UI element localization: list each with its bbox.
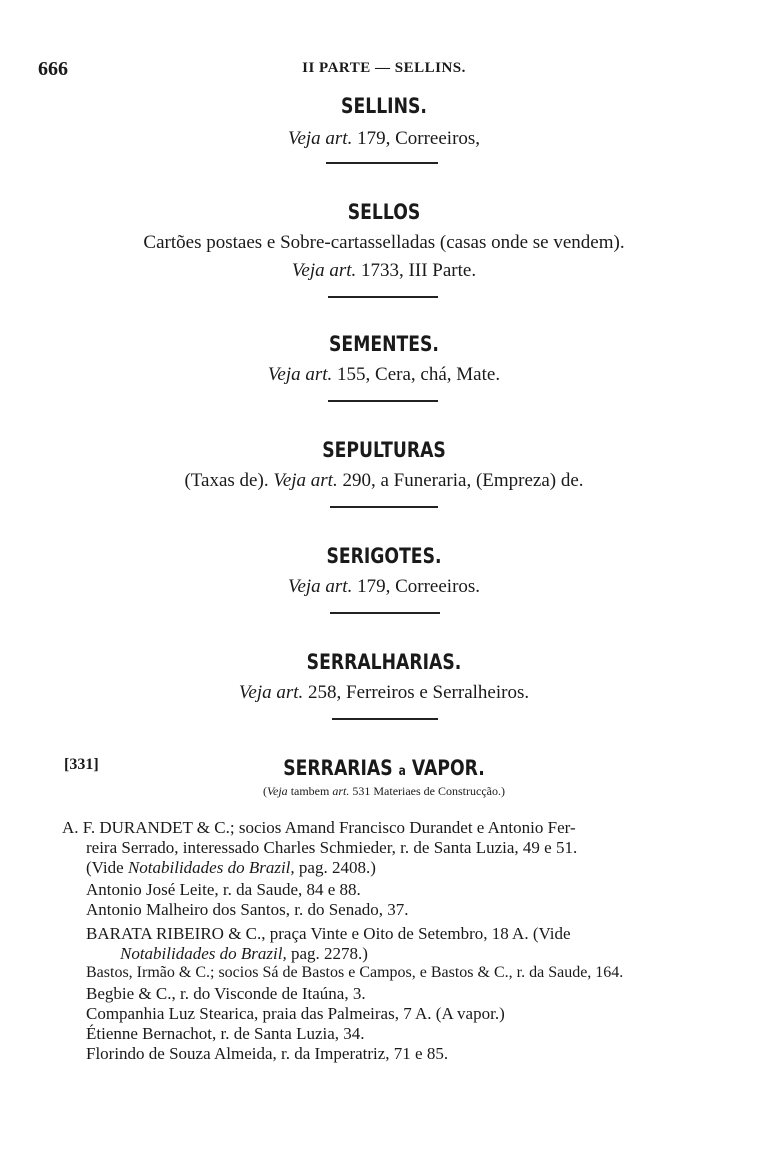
section-title-sementes: SEMENTES. [329, 332, 439, 356]
section-divider [328, 400, 438, 402]
section-divider [330, 612, 440, 614]
section-title-serralharias: SERRALHARIAS. [306, 650, 462, 674]
entry-italic: Notabilidades do Brazil, [127, 858, 295, 877]
note-text: 531 Materiaes de Construcção.) [349, 784, 505, 798]
section-line [0, 576, 768, 598]
section-note [0, 784, 768, 799]
article-reference: [331] [64, 756, 99, 773]
list-item: A. F. DURANDET & C.; socios Amand Francisco Durandet e Antonio Fer- [62, 818, 576, 837]
entry-pre: (Vide [86, 858, 128, 877]
section-divider [330, 506, 438, 508]
section-divider [332, 718, 438, 720]
page-number: 666 [38, 58, 68, 80]
list-item: Étienne Bernachot, r. de Santa Luzia, 34. [86, 1024, 365, 1043]
section-title-serigotes: SERIGOTES. [326, 544, 442, 568]
entry-rest: pag. 2278.) [286, 944, 368, 963]
list-item: Bastos, Irmão & C.; socios Sá de Bastos e Campos, e Bastos & C., r. da Saude, 164. [86, 964, 624, 981]
italic-ref: Veja art. [238, 682, 304, 703]
line-text: 179, Correeiros, [352, 128, 481, 149]
line-text: 290, a Funeraria, (Empreza) de. [337, 470, 584, 491]
italic-ref: Veja art. [273, 470, 338, 491]
running-head: II PARTE — SELLINS. [302, 60, 466, 76]
section-line [0, 364, 768, 386]
section-divider [326, 162, 438, 164]
list-item: BARATA RIBEIRO & C., praça Vinte e Oito de Setembro, 18 A. (Vide [86, 924, 571, 943]
line-text: 258, Ferreiros e Serralheiros. [303, 682, 530, 703]
line-text: 1733, III Parte. [356, 260, 477, 281]
entry-italic: Notabilidades do Brazil, [120, 944, 287, 963]
note-italic: art. [332, 784, 350, 798]
section-title-serrarias [69, 756, 699, 780]
list-item: Antonio José Leite, r. da Saude, 84 e 88. [86, 880, 361, 899]
section-title-sellins: SELLINS. [341, 94, 427, 118]
line-text: 179, Correeiros. [352, 576, 481, 597]
list-item: Begbie & C., r. do Visconde de Itaúna, 3. [86, 984, 366, 1003]
note-text: tambem [287, 784, 333, 798]
note-italic: Veja [267, 784, 288, 798]
list-item: reira Serrado, interessado Charles Schmieder, r. de Santa Luzia, 49 e 51. [86, 838, 578, 857]
section-line [0, 470, 768, 492]
entry-rest: pag. 2408.) [294, 858, 376, 877]
list-item: Companhia Luz Stearica, praia das Palmeiras, 7 A. (A vapor.) [86, 1004, 505, 1023]
section-line [0, 232, 768, 254]
note-text: ( [263, 784, 268, 798]
list-item: Florindo de Souza Almeida, r. da Imperatriz, 71 e 85. [86, 1044, 449, 1063]
section-divider [328, 296, 438, 298]
section-title-sellos: SELLOS [347, 200, 421, 224]
list-item [86, 858, 376, 878]
list-item [120, 944, 368, 964]
list-item: Antonio Malheiro dos Santos, r. do Senado, 37. [86, 900, 409, 919]
italic-ref: Veja art. [287, 576, 353, 597]
italic-ref: Veja art. [267, 364, 333, 385]
line-text: 155, Cera, chá, Mate. [332, 364, 501, 385]
italic-ref: Veja art. [291, 260, 357, 281]
section-line [0, 260, 768, 282]
title-part: VAPOR. [411, 756, 485, 780]
italic-ref: Veja art. [287, 128, 353, 149]
section-title-sepulturas: SEPULTURAS [322, 438, 446, 462]
line-pre: (Taxas de). [184, 470, 274, 491]
title-join: a [398, 764, 406, 779]
section-line [0, 682, 768, 704]
section-line [0, 128, 768, 150]
title-part: SERRARIAS [283, 756, 393, 780]
line-text: Cartões postaes e Sobre-cartasselladas (casas onde se vendem). [143, 232, 625, 253]
